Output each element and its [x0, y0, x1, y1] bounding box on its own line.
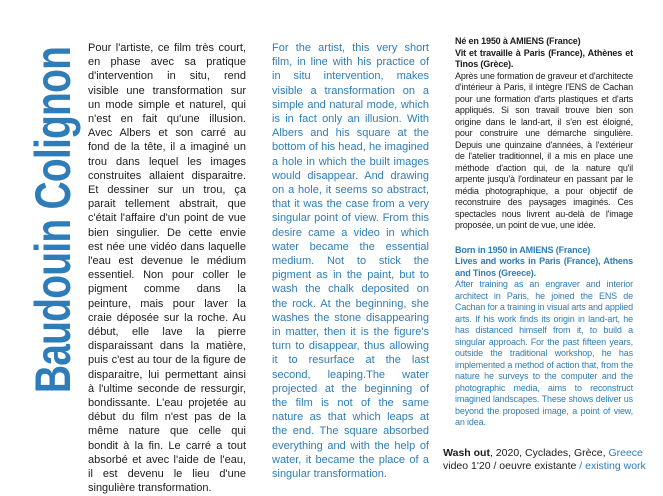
work-existing-label: / existing work	[579, 459, 646, 472]
artist-name-title	[22, 46, 84, 442]
bio-fr-lives-line: Vit et travaille à Paris (France), Athènes et Tinos (Grèce).	[455, 47, 633, 69]
bio-french-header	[455, 36, 633, 71]
statement-french: Pour l'artiste, ce film très court, en phase avec sa pratique d'intervention in situ, rend visible une transformation sur un mode simple et naturel, qui n'est en fait qu'une illusion. Avec Albers et son carré au fond de la tête, il a imaginé un trou dans lequel les images construites allaient disparaitre. Et dessiner sur un trou, ça parait tellement abstrait, que c'était l'affaire d'un point de vue bien singulier. De cette envie est née une vidéo dans laquelle l'eau est devenue le médium essentiel. Non pour coller le pigment comme dans la peinture, mais pour laver la craie déposée sur la roche. Au début, elle lave la pierre disparaissant dans la matière, puis c'est au tour de la figure de disparaitre, lui permettant ainsi à l'ultime seconde de ressurgir, bondissante. L'eau projetée au début du film n'est pas de la même nature que celle qui bondit à la fin. Le carré a tout absorbé et avec l'aide de l'eau, il est devenu le lieu d'une singulière transformation.	[88, 42, 246, 495]
caption-line-1	[443, 447, 643, 460]
bio-en-lives-line: Lives and works in Paris (France), Athens and Tinos (Greece).	[455, 256, 633, 278]
bio-column	[455, 36, 633, 442]
work-details: , 2020, Cyclades, Grèce,	[489, 447, 609, 459]
bio-english-body: After training as an engraver and interior architect in Paris, he joined the ENS de Cachan for a training in visual arts and applied arts. If his work finds its origin in land-art, he has distanced himself from it, to build a singular approach. For the past fifteen years, outside the traditional workshop, he has implemented a method of action that, from the nature he surveys to the computer and the photographic media, aims to reconstruct imagined landscapes. These shows deliver us beyond the proposed image, a point of view, an idea.	[455, 279, 633, 427]
work-title: Wash out	[443, 447, 490, 459]
work-location-en: Greece	[608, 447, 643, 459]
bio-french-body: Après une formation de graveur et d'architecte d'intérieur à Paris, il intègre l'ENS de Cachan pour une formation d'arts plastiques et d'arts appliqués. Si son travail trouve bien son origine dans le land-art, il s'en est éloigné, pour construire une démarche singulière. Depuis une quinzaine d'années, à l'extérieur de l'atelier traditionnel, il a mis en place une méthode d'action qui, de la nature qu'il arpente jusqu'à l'ordinateur en passant par le média photographique, a pour objectif de reconstruire des paysages imaginés. Ces spectacles nous livrent au-delà de l'image proposée, un point de vue, une idée.	[455, 70, 633, 230]
bio-en-born-line: Born in 1950 in AMIENS (France)	[455, 244, 591, 255]
artist-name-text: Baudouin Colignon	[25, 46, 81, 394]
statement-english: For the artist, this very short film, in line with his practice of in situ intervention, makes visible a transformation on a simple and natural mode, which is in fact only an illusion. With Albers and his square at the bottom of his head, he imagined a hole in which the built images would disappear. And drawing on a hole, it seems so abstract, that it was the case from a very singular point of view. From this desire came a video in which water became the essential medium. Not to stick the pigment as in the paint, but to wash the chalk deposited on the rock. At the beginning, she washes the stone disappearing in matter, then it is the figure's turn to disappear, thus allowing it to resurface at the last second, leaping.The water projected at the beginning of the film is not of the same nature as that which leaps at the end. The square absorbed everything and with the help of water, it became the place of a singular transformation.	[272, 42, 429, 481]
bio-english-header	[455, 245, 633, 280]
work-medium: video 1'20 / oeuvre existante	[443, 459, 580, 472]
bio-fr-born-line: Né en 1950 à AMIENS (France)	[455, 36, 581, 46]
caption-line-2	[443, 459, 646, 473]
work-caption	[443, 447, 646, 472]
